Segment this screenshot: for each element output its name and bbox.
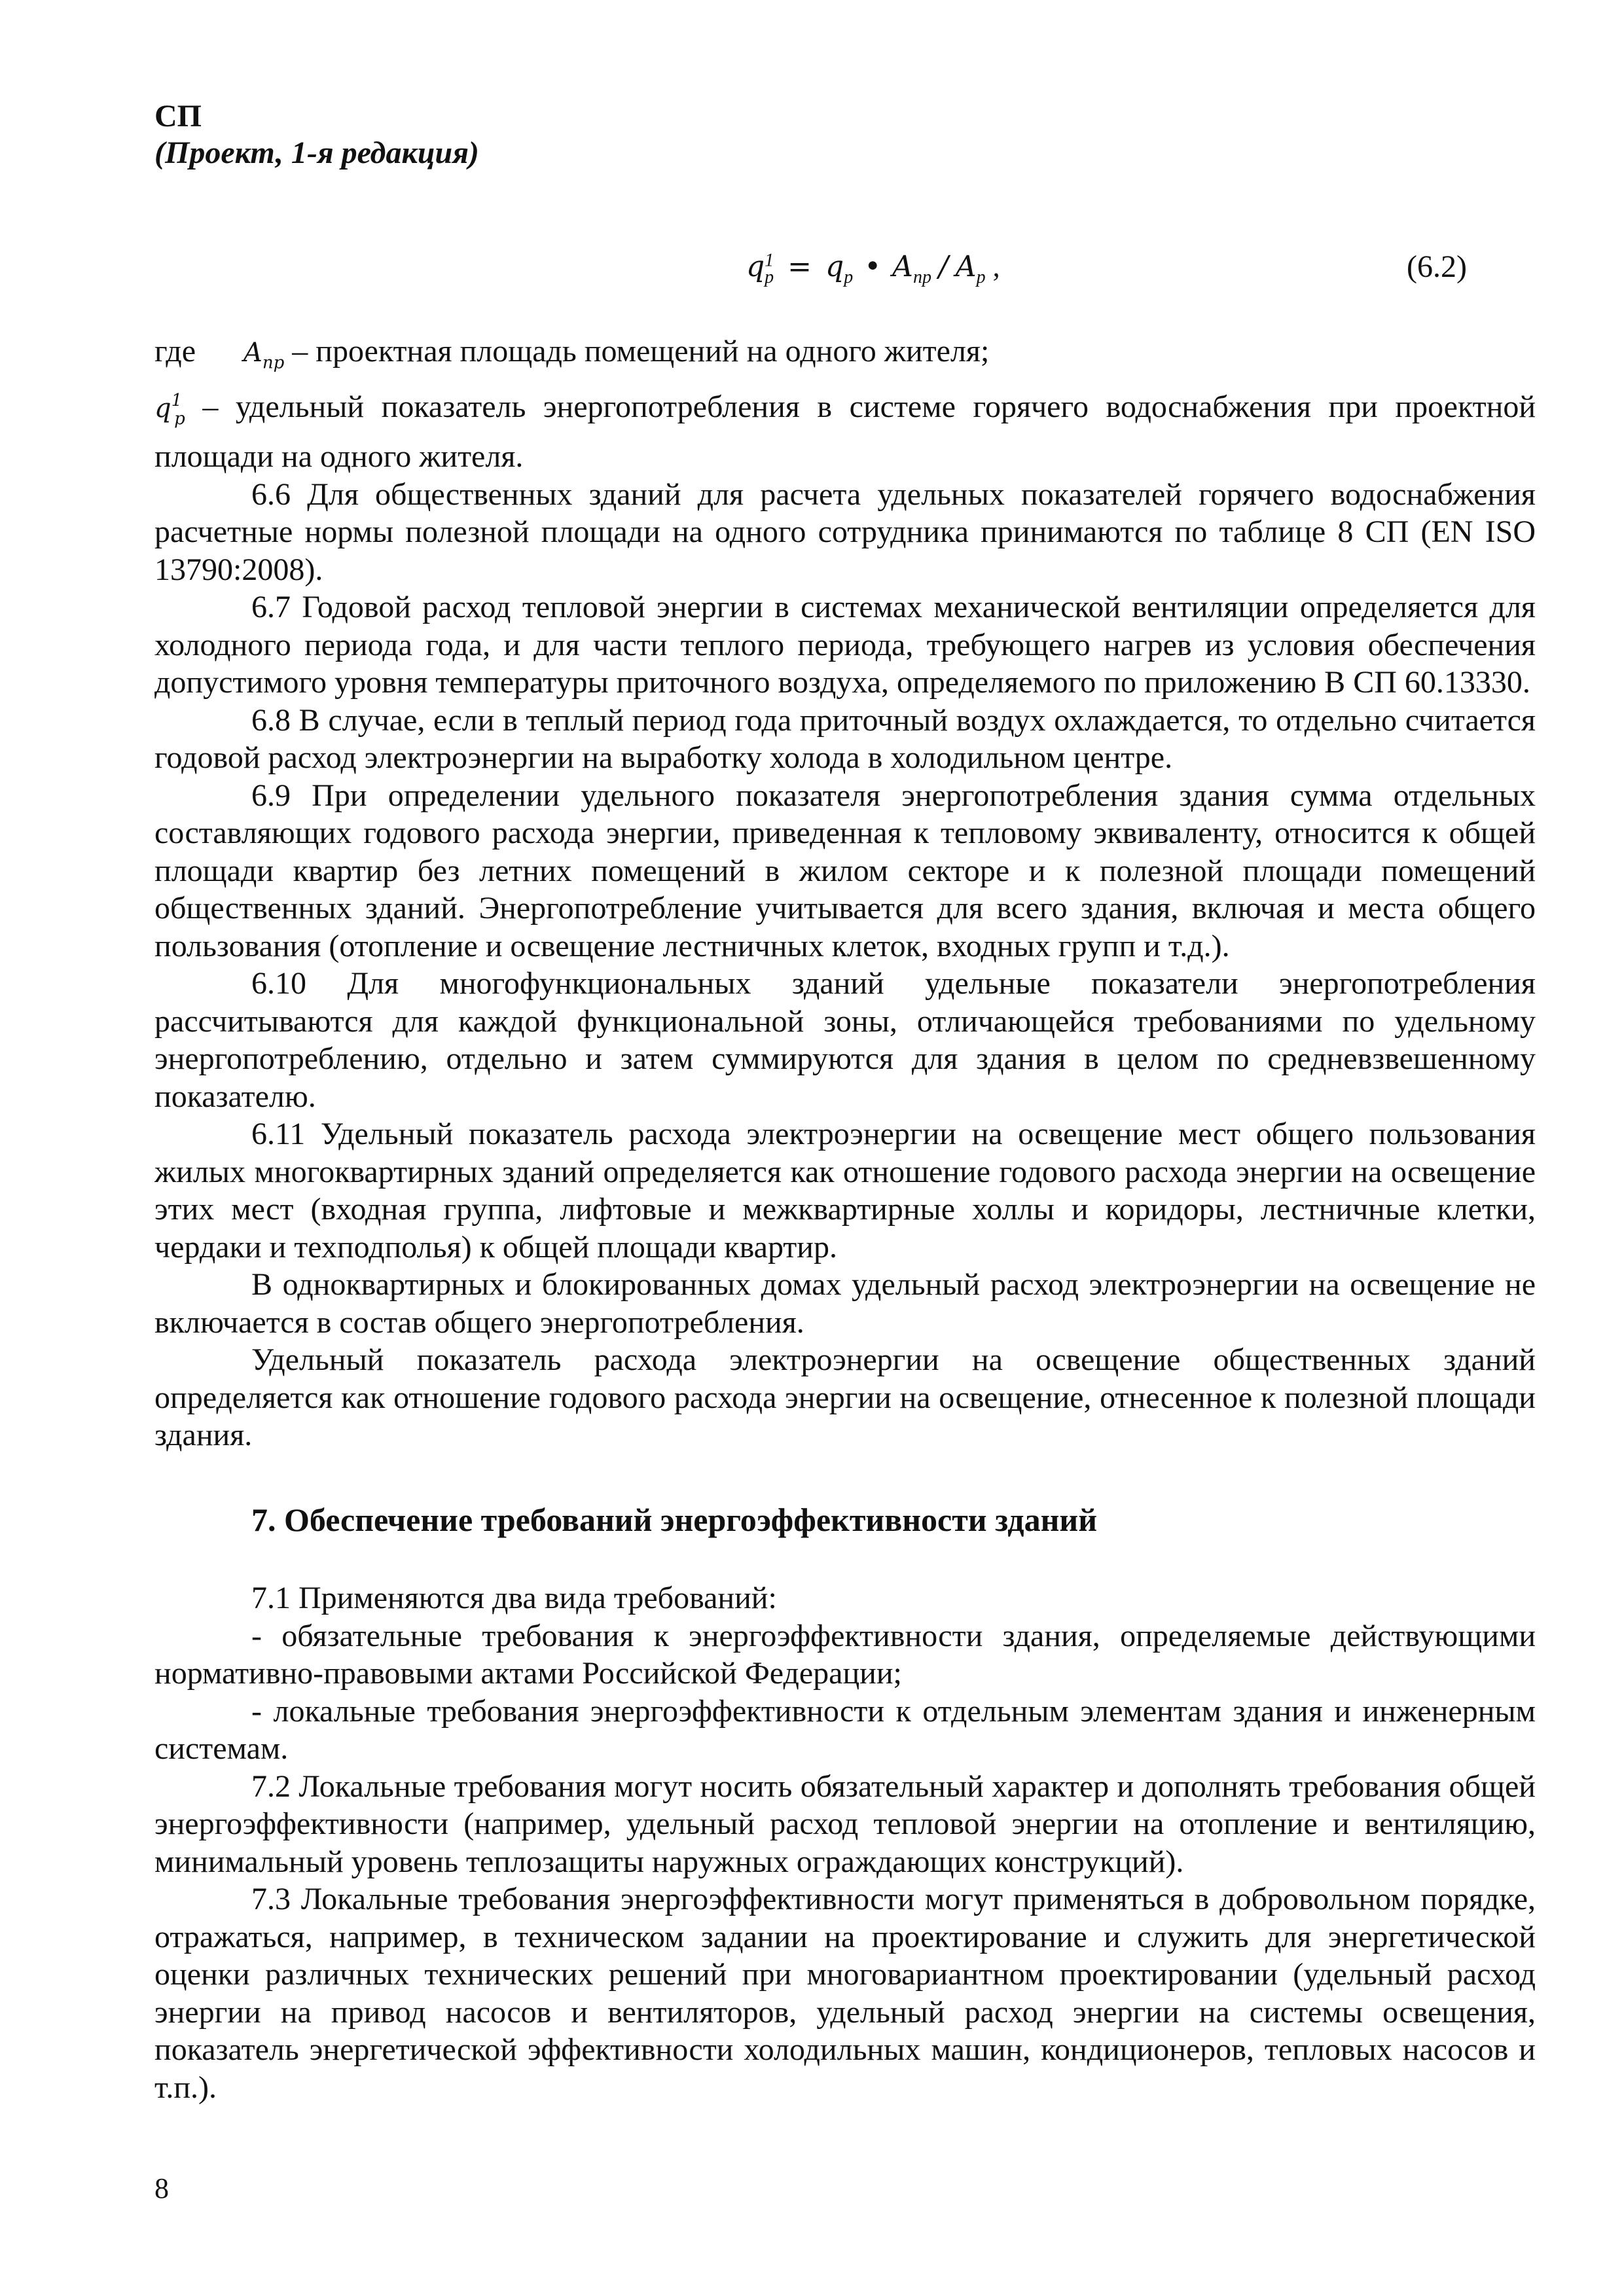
paragraph-6-11: 6.11 Удельный показатель расхода электроэнергии на освещение мест общего пользования жилых многоквартирных зданий определяется как отношение годового расхода энергии на освещение этих мест (входная группа, лифтовые и межквартирные холлы и коридоры, лестничные клетки, чердаки и техподполья) к общей площади квартир. — [154, 1117, 1536, 1265]
formula-equals: = — [787, 250, 812, 283]
formula-sub: р — [844, 266, 854, 287]
formula-slash: / — [938, 250, 948, 283]
paragraph-7-3: 7.3 Локальные требования энергоэффективности могут применяться в добровольном порядке, отражаться, например, в техническом задании на проектирование и служить для энергетической оценки различных технических решений при многовариантном проектировании (удельный расход энергии на привод насосов и вентиляторов, удельный расход энергии на системы освещения, показатель энергетической эффективности холодильных машин, кондиционеров, тепловых насосов и т.п.). — [154, 1882, 1536, 2105]
variable-sup: 1 — [171, 391, 183, 411]
paragraph-7-2: 7.2 Локальные требования могут носить обязательный характер и дополнять требования общей энергоэффективности (например, удельный расход тепловой энергии на отопление и вентиляцию, минимальный уровень теплозащиты наружных ограждающих конструкций). — [154, 1768, 1536, 1879]
equation-number: (6.2) — [1407, 249, 1467, 284]
where-definition — [244, 332, 989, 382]
variable-symbol: q — [154, 393, 171, 424]
q-definition — [154, 382, 1536, 476]
variable-symbol: A — [244, 338, 262, 368]
formula-sub: р — [976, 266, 986, 287]
formula-symbol: A — [892, 250, 913, 283]
formula-sub: р — [765, 266, 774, 287]
paragraph-7-1: 7.1 Применяются два вида требований: — [251, 1581, 777, 1616]
page-number: 8 — [154, 2172, 169, 2204]
paragraph-6-7: 6.7 Годовой расход тепловой энергии в системах механической вентиляции определяется для холодного периода года, и для части теплого периода, требующего нагрев из условия обеспечения допустимого уровня температуры приточного воздуха, определяемого по приложению В СП 60.13330. — [154, 590, 1536, 700]
variable-sub: р — [174, 408, 185, 429]
formula-6-2 — [746, 250, 1000, 288]
paragraph-6-11-c: Удельный показатель расхода электроэнергии на освещение общественных зданий определяется как отношение годового расхода энергии на освещение, отнесенное к полезной площади здания. — [154, 1342, 1536, 1453]
formula-symbol: A — [955, 250, 977, 283]
where-line — [154, 332, 1536, 382]
paragraph-6-10: 6.10 Для многофункциональных зданий удельные показатели энергопотребления рассчитываются для каждой функциональной зоны, отличающейся требованиями по удельному энергопотреблению, отдельно и затем суммируются для здания в целом по средневзвешенному показателю. — [154, 966, 1536, 1114]
paragraph-6-6: 6.6 Для общественных зданий для расчета удельных показателей горячего водоснабжения расчетные нормы полезной площади на одного сотрудника принимаются по таблице 8 СП (EN ISO 13790:2008). — [154, 476, 1536, 587]
body-text — [154, 332, 1536, 2106]
where-label: где — [154, 334, 196, 368]
formula-symbol: q — [746, 250, 765, 283]
variable-text: – удельный показатель энергопотребления в системе горячего водоснабжения при проектной площади на одного жителя. — [154, 389, 1536, 475]
paragraph-6-8: 6.8 В случае, если в теплый период года приточный воздух охлаждается, то отдельно считается годовой расход электроэнергии на выработку холода в холодильном центре. — [154, 702, 1536, 776]
paragraph-6-11-b: В одноквартирных и блокированных домах удельный расход электроэнергии на освещение не включается в состав общего энергопотребления. — [154, 1267, 1536, 1340]
document-code: СП — [154, 99, 202, 134]
paragraph-6-9: 6.9 При определении удельного показателя энергопотребления здания сумма отдельных составляющих годового расхода энергии, приведенная к тепловому эквиваленту, относится к общей площади квартир без летних помещений в жилом секторе и к полезной площади помещений общественных зданий. Энергопотребление учитывается для всего здания, включая и места общего пользования (отопление и освещение лестничных клеток, входных групп и т.д.). — [154, 778, 1536, 963]
paragraph-7-1-a: - обязательные требования к энергоэффективности здания, определяемые действующими нормативно-правовыми актами Российской Федерации; — [154, 1618, 1536, 1691]
variable-text: – проектная площадь помещений на одного жителя; — [292, 334, 990, 368]
variable-sub: пр — [262, 353, 285, 373]
paragraph-7-1-b: - локальные требования энергоэффективности к отдельным элементам здания и инженерным системам. — [154, 1693, 1536, 1767]
section-heading-7: 7. Обеспечение требований энергоэффективности зданий — [251, 1501, 1098, 1538]
formula-sub: пр — [912, 266, 931, 287]
edition-label: (Проект, 1-я редакция) — [154, 135, 479, 170]
formula-tail: , — [992, 251, 1000, 283]
formula-dot: • — [864, 250, 882, 283]
formula-sup: 1 — [765, 250, 774, 271]
formula-symbol: q — [825, 250, 844, 283]
